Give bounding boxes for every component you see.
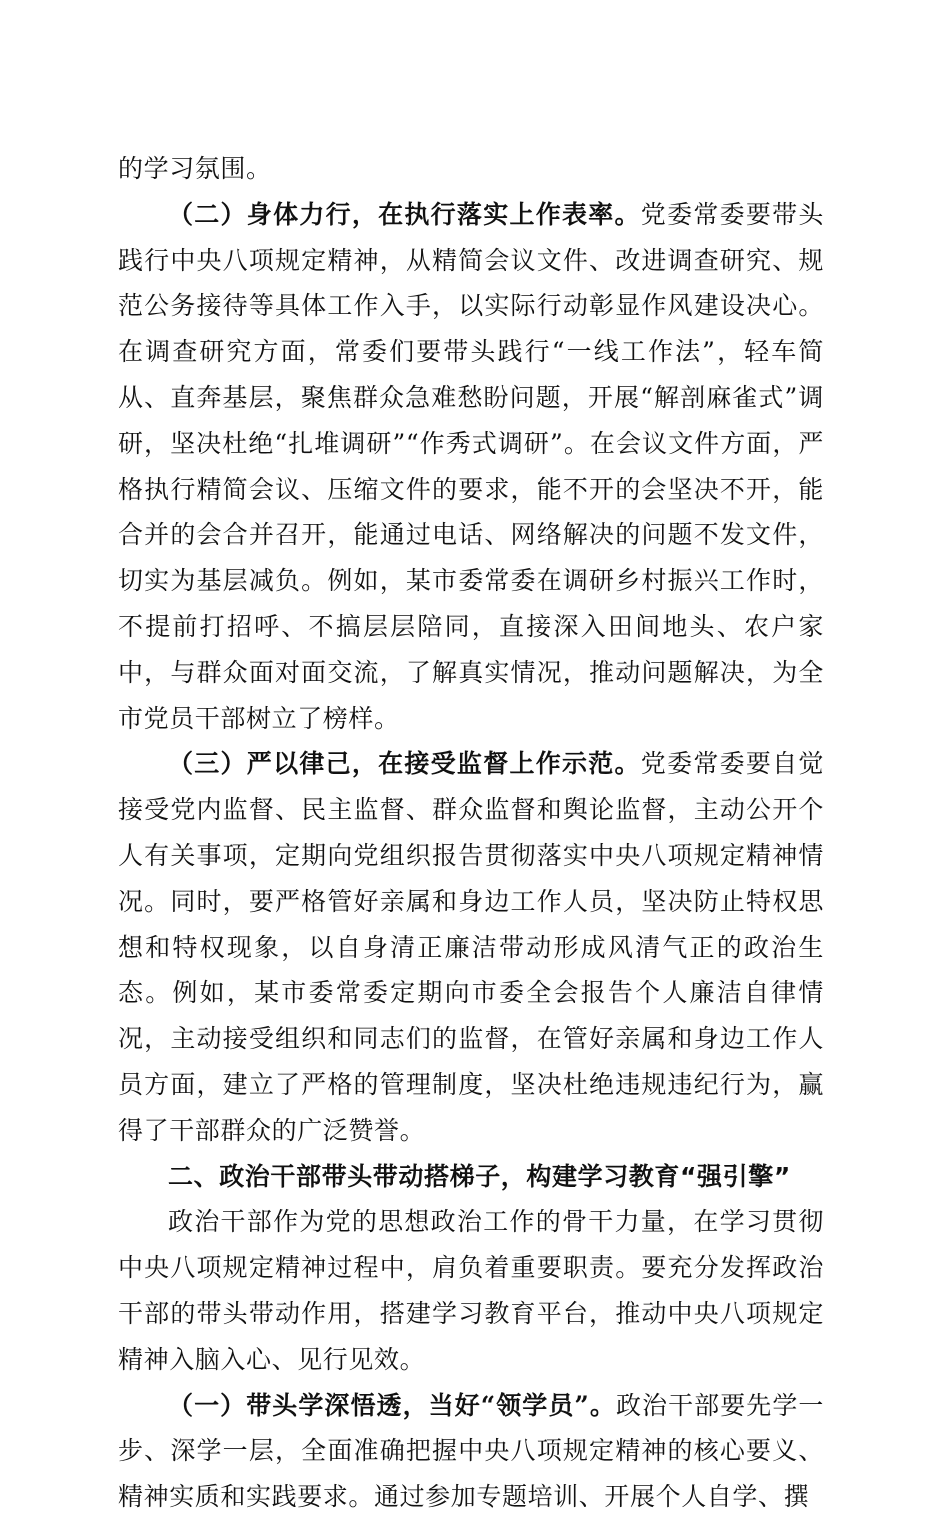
section-heading: 二、政治干部带头带动搭梯子，构建学习教育“强引擎” <box>168 1161 791 1191</box>
subsection-title: （三）严以律己，在接受监督上作示范。 <box>168 749 641 779</box>
paragraph-subsection-1 <box>118 1383 824 1520</box>
subsection-title: （二）身体力行，在执行落实上作表率。 <box>168 199 641 229</box>
section-intro-paragraph: 政治干部作为党的思想政治工作的骨干力量，在学习贯彻中央八项规定精神过程中，肩负着重要职责。要充分发挥政治干部的带头带动作用，搭建学习教育平台，推动中央八项规定精神入脑入心、见行见效。 <box>118 1207 824 1374</box>
paragraph-subsection-3 <box>118 741 824 1153</box>
subsection-title: （一）带头学深悟透，当好“领学员”。 <box>168 1390 616 1420</box>
paragraph-continuation <box>118 146 824 192</box>
paragraph-text: 政治干部要先学一步、深学一层，全面准确把握中央八项规定精神的核心要义、精神实质和实践要求。通过参加专题培训、开展个人自学、撰 <box>118 1390 824 1512</box>
paragraph-text: 的学习氛围。 <box>118 154 272 183</box>
document-body <box>118 146 824 1520</box>
paragraph-text: 党委常委要带头践行中央八项规定精神，从精简会议文件、改进调查研究、规范公务接待等具体工作入手，以实际行动彰显作风建设决心。在调查研究方面，常委们要带头践行“一线工作法”，轻车简从、直奔基层，聚焦群众急难愁盼问题，开展“解剖麻雀式”调研，坚决杜绝“扎堆调研”“作秀式调研”。在会议文件方面，严格执行精简会议、压缩文件的要求，能不开的会坚决不开，能合并的会合并召开，能通过电话、网络解决的问题不发文件，切实为基层减负。例如，某市委常委在调研乡村振兴工作时，不提前打招呼、不搞层层陪同，直接深入田间地头、农户家中，与群众面对面交流，了解真实情况，推动问题解决，为全市党员干部树立了榜样。 <box>118 199 824 733</box>
paragraph-subsection-2 <box>118 192 824 742</box>
paragraph-text: 党委常委要自觉接受党内监督、民主监督、群众监督和舆论监督，主动公开个人有关事项，定期向党组织报告贯彻落实中央八项规定精神情况。同时，要严格管好亲属和身边工作人员，坚决防止特权思想和特权现象，以自身清正廉洁带动形成风清气正的政治生态。例如，某市委常委定期向市委全会报告个人廉洁自律情况，主动接受组织和同志们的监督，在管好亲属和身边工作人员方面，建立了严格的管理制度，坚决杜绝违规违纪行为，赢得了干部群众的广泛赞誉。 <box>118 749 824 1145</box>
